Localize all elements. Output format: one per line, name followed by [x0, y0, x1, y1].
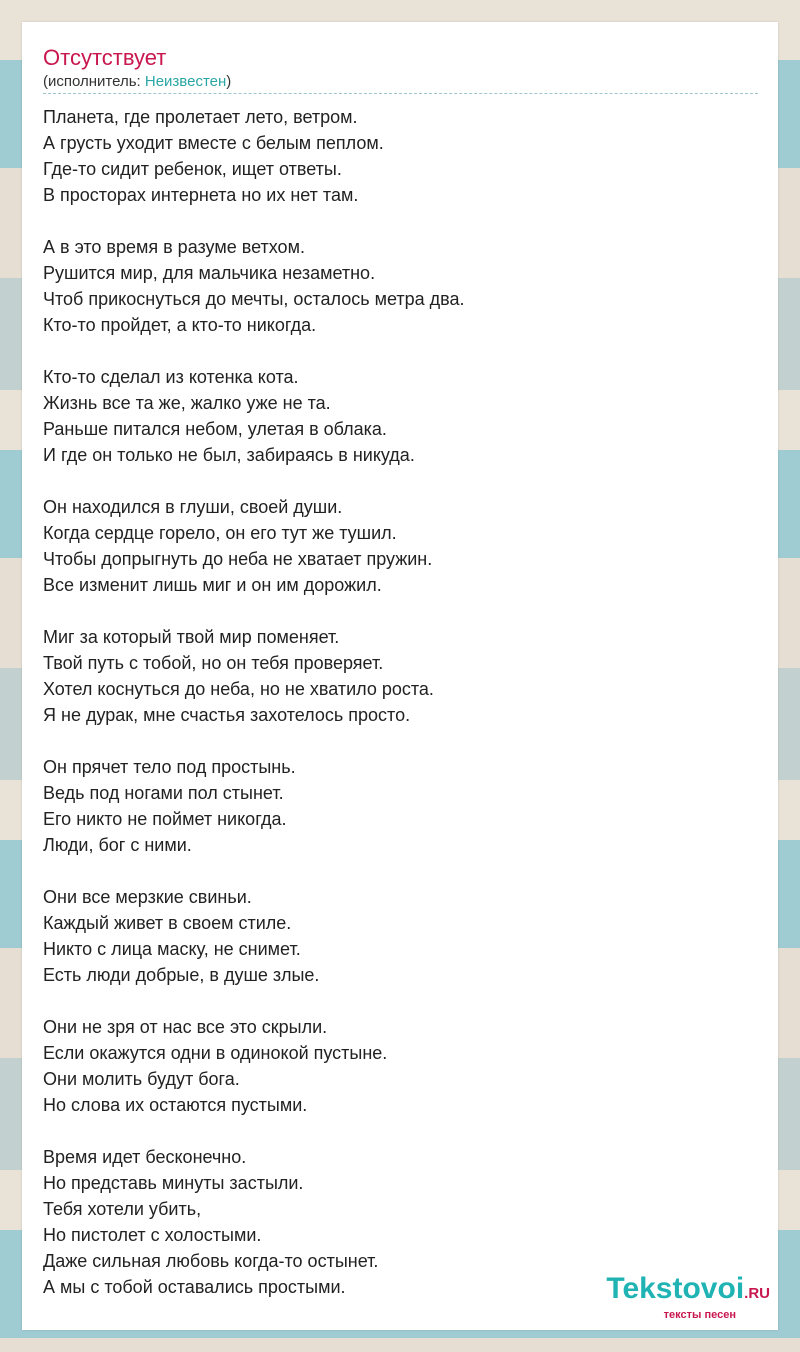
verse-gap: [43, 1118, 758, 1144]
lyric-line: Хотел коснуться до неба, но не хватило роста.: [43, 679, 434, 699]
verse-gap: [43, 988, 758, 1014]
lyric-line: Кто-то пройдет, а кто-то никогда.: [43, 315, 317, 335]
lyric-line: Он прячет тело под простынь.: [43, 757, 296, 777]
lyric-line: Они молить будут бога.: [43, 1069, 240, 1089]
performer-line: [43, 72, 231, 92]
lyric-line: Раньше питался небом, улетая в облака.: [43, 419, 387, 439]
lyric-line: И где он только не был, забираясь в никуда.: [43, 445, 415, 465]
lyric-line: Рушится мир, для мальчика незаметно.: [43, 263, 376, 283]
lyric-line: Чтобы допрыгнуть до неба не хватает пружин.: [43, 549, 433, 569]
verse-gap: [43, 208, 758, 234]
site-logo[interactable]: [606, 1274, 770, 1322]
lyric-line: Ведь под ногами пол стынет.: [43, 783, 284, 803]
logo-brand: Tekstovoi: [606, 1272, 745, 1305]
lyric-line: Кто-то сделал из котенка кота.: [43, 367, 299, 387]
performer-suffix: ): [226, 73, 232, 90]
lyric-line: Твой путь с тобой, но он тебя проверяет.: [43, 653, 384, 673]
lyric-line: Никто с лица маску, не снимет.: [43, 939, 301, 959]
lyric-line: Люди, бог с ними.: [43, 835, 192, 855]
verse-gap: [43, 728, 758, 754]
lyric-line: В просторах интернета но их нет там.: [43, 185, 359, 205]
lyric-line: Даже сильная любовь когда-то остынет.: [43, 1251, 379, 1271]
logo-tagline: тексты песен: [663, 1309, 736, 1321]
song-title: Отсутствует: [43, 45, 167, 70]
verse-gap: [43, 858, 758, 884]
lyric-line: Он находился в глуши, своей души.: [43, 497, 343, 517]
lyric-line: А грусть уходит вместе с белым пеплом.: [43, 133, 384, 153]
verse-gap: [43, 338, 758, 364]
lyric-line: Когда сердце горело, он его тут же тушил.: [43, 523, 397, 543]
lyric-line: Тебя хотели убить,: [43, 1199, 202, 1219]
lyric-line: Они все мерзкие свиньи.: [43, 887, 252, 907]
verse-gap: [43, 468, 758, 494]
lyric-line: Но слова их остаются пустыми.: [43, 1095, 308, 1115]
lyric-line: Планета, где пролетает лето, ветром.: [43, 107, 358, 127]
lyric-line: Миг за который твой мир поменяет.: [43, 627, 340, 647]
lyric-line: Они не зря от нас все это скрыли.: [43, 1017, 328, 1037]
lyrics-body: [43, 104, 758, 1300]
performer-prefix: (исполнитель:: [43, 73, 145, 90]
lyrics-card: [22, 22, 778, 1330]
lyric-line: Чтоб прикоснуться до мечты, осталось метра два.: [43, 289, 465, 309]
logo-wordmark: [606, 1274, 770, 1309]
lyric-line: Где-то сидит ребенок, ищет ответы.: [43, 159, 342, 179]
lyric-line: Каждый живет в своем стиле.: [43, 913, 292, 933]
lyric-line: Все изменит лишь миг и он им дорожил.: [43, 575, 382, 595]
lyric-line: Но пистолет с холостыми.: [43, 1225, 262, 1245]
header-divider: [43, 93, 758, 94]
logo-tld: .RU: [744, 1285, 770, 1302]
lyric-line: Его никто не поймет никогда.: [43, 809, 287, 829]
lyric-line: А в это время в разуме ветхом.: [43, 237, 305, 257]
lyric-line: Если окажутся одни в одинокой пустыне.: [43, 1043, 388, 1063]
performer-link[interactable]: Неизвестен: [144, 73, 227, 90]
lyric-line: Время идет бесконечно.: [43, 1147, 247, 1167]
verse-gap: [43, 598, 758, 624]
lyric-line: Есть люди добрые, в душе злые.: [43, 965, 320, 985]
lyric-line: А мы с тобой оставались простыми.: [43, 1277, 346, 1297]
lyric-line: Но представь минуты застыли.: [43, 1173, 304, 1193]
lyric-line: Я не дурак, мне счастья захотелось просто.: [43, 705, 411, 725]
lyric-line: Жизнь все та же, жалко уже не та.: [43, 393, 331, 413]
